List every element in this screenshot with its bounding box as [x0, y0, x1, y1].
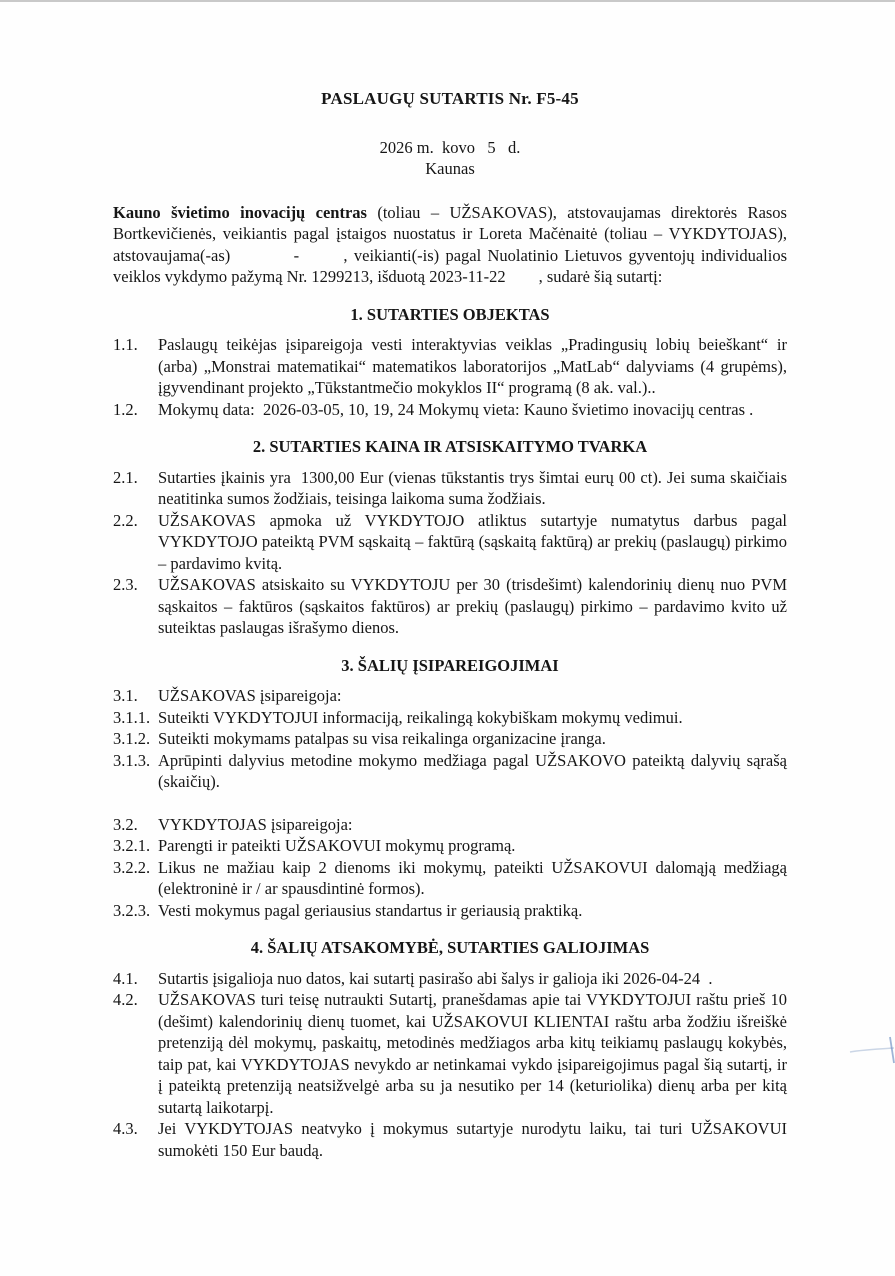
clause-number: 1.2.: [113, 399, 138, 419]
clause-number: 3.2.3.: [113, 900, 151, 920]
document-date: 2026 m. kovo 5 d.: [379, 137, 521, 157]
clause-3-2: [113, 814, 787, 836]
clause-text: UŽSAKOVAS įsipareigoja:: [158, 686, 342, 705]
clause-4-3: [113, 1118, 787, 1161]
clause-3-1: [113, 685, 787, 707]
clause-text: UŽSAKOVAS turi teisę nutraukti Sutartį, pranešdamas apie tai VYKDYTOJUI raštu prieš 10 (dešimt) kalendorinių dienų tuomet, kai UŽSAKOVUI KLIENTAI raštu arba žodžiu išreiškė pretenziją dėl mokymų, paskaitų, metodinės medžiagos arba kitų teikiamų paslaugų kokybės, taip pat, kai VYKDYTOJAS nevykdo ar netinkamai vykdo įsipareigojimus pagal šią sutartį, ir į pateiktą pretenziją neatsižvelgė arba su ja nesutiko per 14 (keturiolika) dienų arba per kitą sutartą laikotarpį.: [158, 990, 787, 1117]
clause-1-2: [113, 399, 787, 421]
clause-text: Mokymų data: 2026-03-05, 10, 19, 24 Mokymų vieta: Kauno švietimo inovacijų centras .: [158, 399, 754, 419]
clause-text: VYKDYTOJAS įsipareigoja:: [158, 814, 353, 834]
clause-1-1: [113, 334, 787, 399]
scan-edge-line: [0, 0, 895, 2]
section-1-heading: 1. SUTARTIES OBJEKTAS: [350, 304, 550, 324]
clause-text: Suteikti VYKDYTOJUI informaciją, reikalingą kokybiškam mokymų vedimui.: [158, 707, 683, 727]
section-4-heading: 4. ŠALIŲ ATSAKOMYBĖ, SUTARTIES GALIOJIMAS: [250, 938, 650, 957]
section-2-heading: 2. SUTARTIES KAINA IR ATSISKAITYMO TVARKA: [252, 437, 648, 456]
clause-3-1-3: [113, 750, 787, 793]
clause-number: 3.1.1.: [113, 707, 151, 727]
clause-2-3: [113, 574, 787, 639]
intro-paragraph: [113, 202, 787, 288]
clause-3-1-1: [113, 707, 787, 729]
clause-number: 4.2.: [113, 990, 138, 1009]
blue-pen-mark: [849, 1036, 895, 1066]
clause-number: 2.3.: [113, 575, 138, 594]
clause-number: 1.1.: [113, 335, 138, 354]
clause-2-1: [113, 467, 787, 510]
clause-3-1-2: [113, 728, 787, 750]
clause-text: Aprūpinti dalyvius metodine mokymo medžiaga pagal UŽSAKOVO pateiktą dalyvių sąrašą (skaičių).: [158, 750, 787, 791]
clause-number: 3.1.3.: [113, 750, 151, 770]
clause-number: 2.2.: [113, 510, 138, 530]
clause-3-2-1: [113, 835, 787, 857]
clause-text: Sutartis įsigalioja nuo datos, kai sutartį pasirašo abi šalys ir galioja iki 2026-04-24 .: [158, 968, 713, 988]
clause-number: 3.2.1.: [113, 836, 151, 855]
clause-text: Paslaugų teikėjas įsipareigoja vesti interaktyvias veiklas „Pradingusių lobių beieškant“ ir (arba) „Monstrai matematikai“ matematikos laboratorijos „MatLab“ dalyviams (4 grupėms), įgyvendinant projekto „Tūkstantmečio mokyklos II“ programą (8 ak. val.)..: [158, 335, 787, 397]
clause-text: Vesti mokymus pagal geriausius standartus ir geriausią praktiką.: [158, 900, 583, 920]
document-city: Kaunas: [425, 159, 475, 178]
clause-number: 3.1.: [113, 686, 138, 705]
clause-3-2-3: [113, 900, 787, 922]
clause-3-2-2: [113, 857, 787, 900]
clause-text: Suteikti mokymams patalpas su visa reikalinga organizacine įranga.: [158, 729, 606, 748]
clause-text: UŽSAKOVAS atsiskaito su VYKDYTOJU per 30 (trisdešimt) kalendorinių dienų nuo PVM sąskaitos – faktūros (sąskaitos faktūros) ar prekių (paslaugų) pirkimo – pardavimo kvito už suteiktas paslaugas išrašymo dienos.: [158, 575, 787, 637]
clause-number: 3.2.: [113, 814, 138, 834]
intro-body-text: (toliau – UŽSAKOVAS), atstovaujamas direktorės Rasos Bortkevičienės, veikiantis pagal įstaigos nuostatus ir Loreta Mačėnaitė (toliau – VYKDYTOJAS), atstovaujama(-as) - , veikianti(-is) pagal Nuolatinio Lietuvos gyventojų individualios veiklos vykdymo pažymą Nr. 1299213, išduotą 2023-11-22 , sudarė šią sutartį:: [113, 202, 787, 286]
document-title: PASLAUGŲ SUTARTIS Nr. F5-45: [321, 89, 579, 108]
clause-4-1: [113, 968, 787, 990]
clause-4-2: [113, 989, 787, 1118]
clause-number: 2.1.: [113, 467, 138, 487]
clause-text: Likus ne mažiau kaip 2 dienoms iki mokymų, pateikti UŽSAKOVUI dalomąją medžiagą (elektroninė ir / ar spausdintinė formos).: [158, 857, 787, 898]
clause-2-2: [113, 510, 787, 575]
clause-number: 4.1.: [113, 968, 138, 988]
section-3-heading: 3. ŠALIŲ ĮSIPAREIGOJIMAI: [341, 655, 559, 675]
clause-text: UŽSAKOVAS apmoka už VYKDYTOJO atliktus sutartyje numatytus darbus pagal VYKDYTOJO pateiktą PVM sąskaitą – faktūrą (sąskaitą faktūrą) ar prekių (paslaugų) pirkimo – pardavimo kvitą.: [158, 510, 787, 573]
clause-text: Jei VYKDYTOJAS neatvyko į mokymus sutartyje nurodytu laiku, tai turi UŽSAKOVUI sumokėti 150 Eur baudą.: [158, 1119, 787, 1160]
client-name: Kauno švietimo inovacijų centras: [113, 202, 367, 222]
clause-number: 3.2.2.: [113, 857, 151, 877]
clause-number: 3.1.2.: [113, 729, 151, 748]
clause-number: 4.3.: [113, 1119, 138, 1138]
clause-text: Sutarties įkainis yra 1300,00 Eur (vienas tūkstantis trys šimtai eurų 00 ct). Jei suma skaičiais neatitinka sumos žodžiais, teisinga laikoma suma žodžiais.: [158, 467, 787, 508]
clause-text: Parengti ir pateikti UŽSAKOVUI mokymų programą.: [158, 836, 516, 855]
